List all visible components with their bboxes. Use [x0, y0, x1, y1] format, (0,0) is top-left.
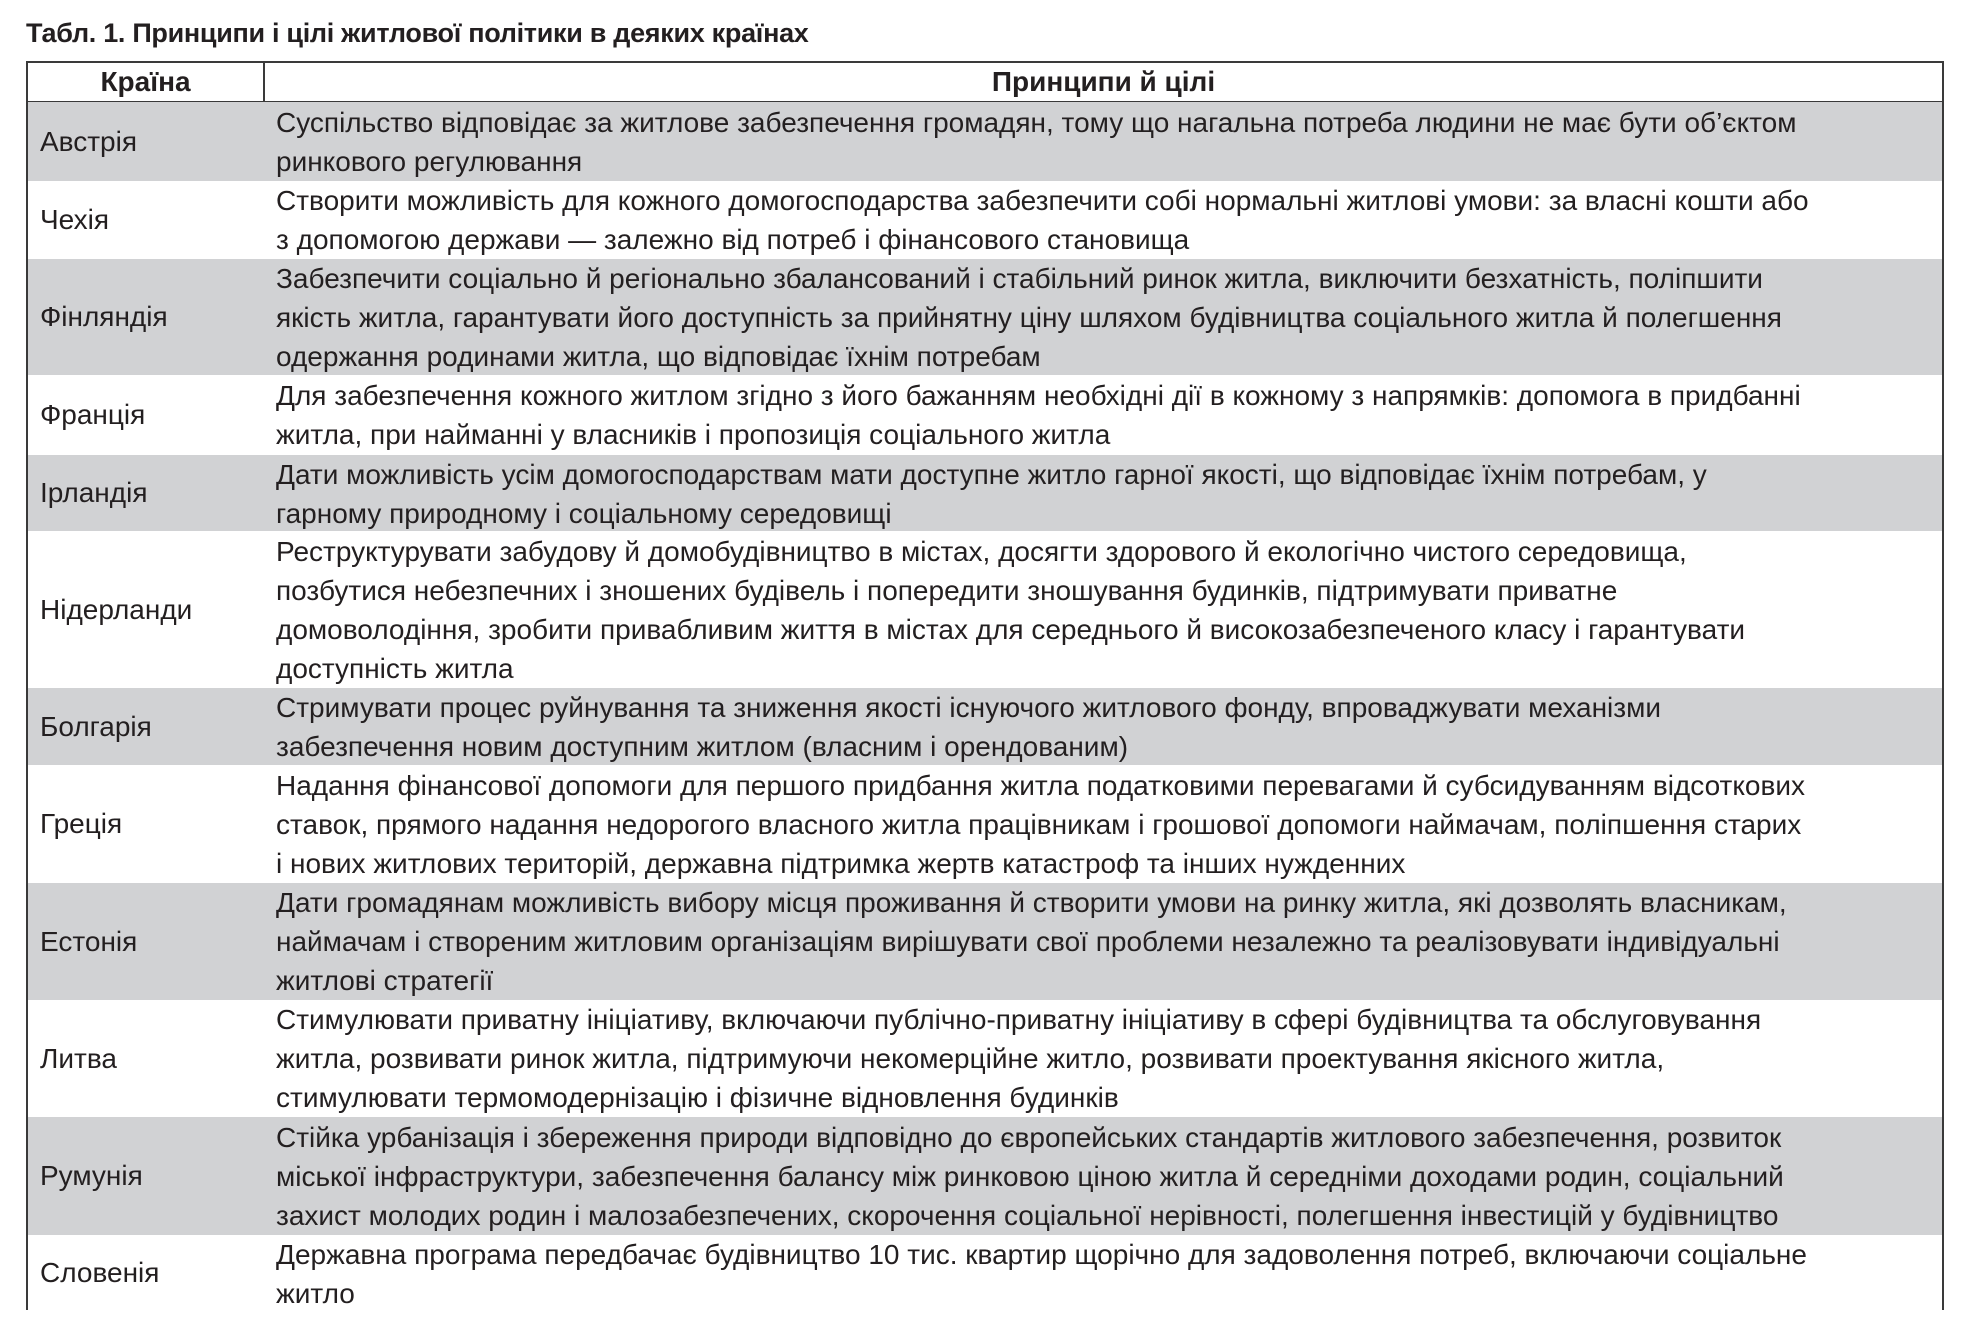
principles-line: позбутися небезпечних і зношених будівель і попередити зношування будинків, підтримувати приватне	[276, 574, 1618, 606]
principles-line: одержання родинами житла, що відповідає їхнім потребам	[276, 341, 1041, 372]
principles-line: Дати можливість усім домогосподарствам мати доступне житло гарної якості, що відповідає їхнім потребам, у	[276, 459, 1707, 490]
principles-cell	[276, 1118, 1934, 1235]
table-row	[28, 765, 1942, 883]
principles-cell	[276, 259, 1934, 376]
column-header-country: Країна	[28, 63, 265, 101]
principles-line: Надання фінансової допомоги для першого придбання житла податковими перевагами й субсидуванням відсоткових	[276, 769, 1806, 801]
principles-line: житла, при найманні у власників і пропозиція соціального житла	[276, 419, 1111, 450]
table-row	[28, 375, 1942, 455]
table-row	[28, 883, 1942, 1000]
principles-cell	[276, 532, 1934, 688]
table-row	[28, 531, 1942, 688]
table-row	[28, 181, 1942, 259]
principles-line: Реструктурувати забудову й домобудівництво в містах, досягти здорового й екологічно чистого середовища,	[276, 535, 1687, 567]
principles-line: Стимулювати приватну ініціативу, включаючи публічно-приватну ініціативу в сфері будівництва та обслуговування	[276, 1004, 1762, 1035]
table-row	[28, 102, 1942, 181]
principles-line: Створити можливість для кожного домогосподарства забезпечити собі нормальні житлові умови: за власні кошти або	[276, 185, 1809, 216]
country-cell: Греція	[40, 808, 123, 839]
country-cell: Болгарія	[40, 710, 152, 742]
principles-line: міської інфраструктури, забезпечення балансу між ринковою ціною житла й середніми доходами родин, соціальний	[276, 1160, 1784, 1192]
principles-cell	[276, 455, 1934, 533]
country-cell: Франція	[40, 399, 146, 430]
table-body	[28, 102, 1942, 1308]
principles-line: житла, розвивати ринок житла, підтримуючи некомерційне житло, розвивати проектування якісного житла,	[276, 1043, 1665, 1074]
principles-line: доступність житла	[276, 652, 514, 684]
principles-line: і нових житлових територій, державна підтримка жертв катастроф та інших нужденних	[276, 847, 1406, 879]
column-header-principles: Принципи й цілі	[991, 66, 1216, 97]
principles-cell	[276, 1000, 1934, 1117]
table-title: Табл. 1. Принципи і цілі житлової політики в деяких країнах	[26, 18, 809, 48]
country-cell: Словенія	[40, 1257, 160, 1288]
table-row	[28, 1235, 1942, 1311]
country-cell: Естонія	[40, 925, 138, 957]
principles-line: Забезпечити соціально й регіонально збалансований і стабільний ринок житла, виключити безхатність, поліпшити	[276, 263, 1763, 294]
principles-line: Суспільство відповідає за житлове забезпечення громадян, тому що нагальна потреба людини не має бути об’єктом	[276, 106, 1797, 138]
country-cell: Чехія	[40, 204, 110, 235]
principles-line: Стримувати процес руйнування та зниження якості існуючого житлового фонду, впроваджувати механізми	[276, 692, 1661, 723]
principles-line: Дати громадянам можливість вибору місця проживання й створити умови на ринку житла, які дозволять власникам,	[276, 887, 1787, 918]
principles-cell	[276, 181, 1934, 259]
principles-line: наймачам і створеним житловим організаціям вирішувати свої проблеми незалежно та реалізовувати індивідуальні	[276, 926, 1780, 957]
country-cell: Австрія	[40, 125, 138, 157]
principles-cell	[276, 1235, 1934, 1313]
principles-line: Державна програма передбачає будівництво 10 тис. квартир щорічно для задоволення потреб, включаючи соціальне	[276, 1239, 1807, 1270]
principles-line: якість житла, гарантувати його доступність за прийнятну ціну шляхом будівництва соціального житла й полегшення	[276, 302, 1782, 333]
table-row	[28, 455, 1942, 531]
country-cell: Нідерланди	[40, 593, 193, 625]
principles-line: Стійка урбанізація і збереження природи відповідно до європейських стандартів житлового забезпечення, розвиток	[276, 1121, 1782, 1153]
table-row	[28, 688, 1942, 765]
principles-cell	[276, 883, 1934, 1000]
principles-cell	[276, 376, 1934, 454]
principles-cell	[276, 103, 1934, 181]
country-cell: Литва	[40, 1042, 117, 1074]
table-header	[28, 63, 1942, 103]
principles-line: стимулювати термомодернізацію і фізичне відновлення будинків	[276, 1082, 1119, 1113]
principles-cell	[276, 766, 1934, 883]
principles-line: захист молодих родин і малозабезпечених, скорочення соціальної нерівності, полегшення інвестицій у будівництво	[276, 1199, 1779, 1231]
principles-line: домоволодіння, зробити привабливим життя в містах для середнього й високозабезпеченого класу і гарантувати	[276, 613, 1746, 645]
table-row	[28, 1000, 1942, 1117]
country-cell: Ірландія	[40, 477, 148, 508]
housing-policy-table	[26, 61, 1944, 1310]
country-cell: Фінляндія	[40, 301, 168, 332]
principles-cell	[276, 688, 1934, 766]
table-row	[28, 1117, 1942, 1235]
principles-line: Для забезпечення кожного житлом згідно з його бажанням необхідні дії в кожному з напрямків: допомога в придбанні	[276, 380, 1801, 411]
principles-line: ринкового регулювання	[276, 145, 583, 177]
principles-line: забезпечення новим доступним житлом (власним і орендованим)	[276, 731, 1129, 762]
principles-line: гарному природному і соціальному середовищі	[276, 498, 892, 529]
country-cell: Румунія	[40, 1160, 143, 1191]
table-row	[28, 259, 1942, 375]
principles-line: житло	[276, 1278, 355, 1309]
principles-line: ставок, прямого надання недорогого власного житла працівникам і грошової допомоги наймачам, поліпшення старих	[276, 808, 1802, 840]
principles-line: житлові стратегії	[276, 965, 494, 996]
principles-line: з допомогою держави — залежно від потреб і фінансового становища	[276, 224, 1190, 255]
